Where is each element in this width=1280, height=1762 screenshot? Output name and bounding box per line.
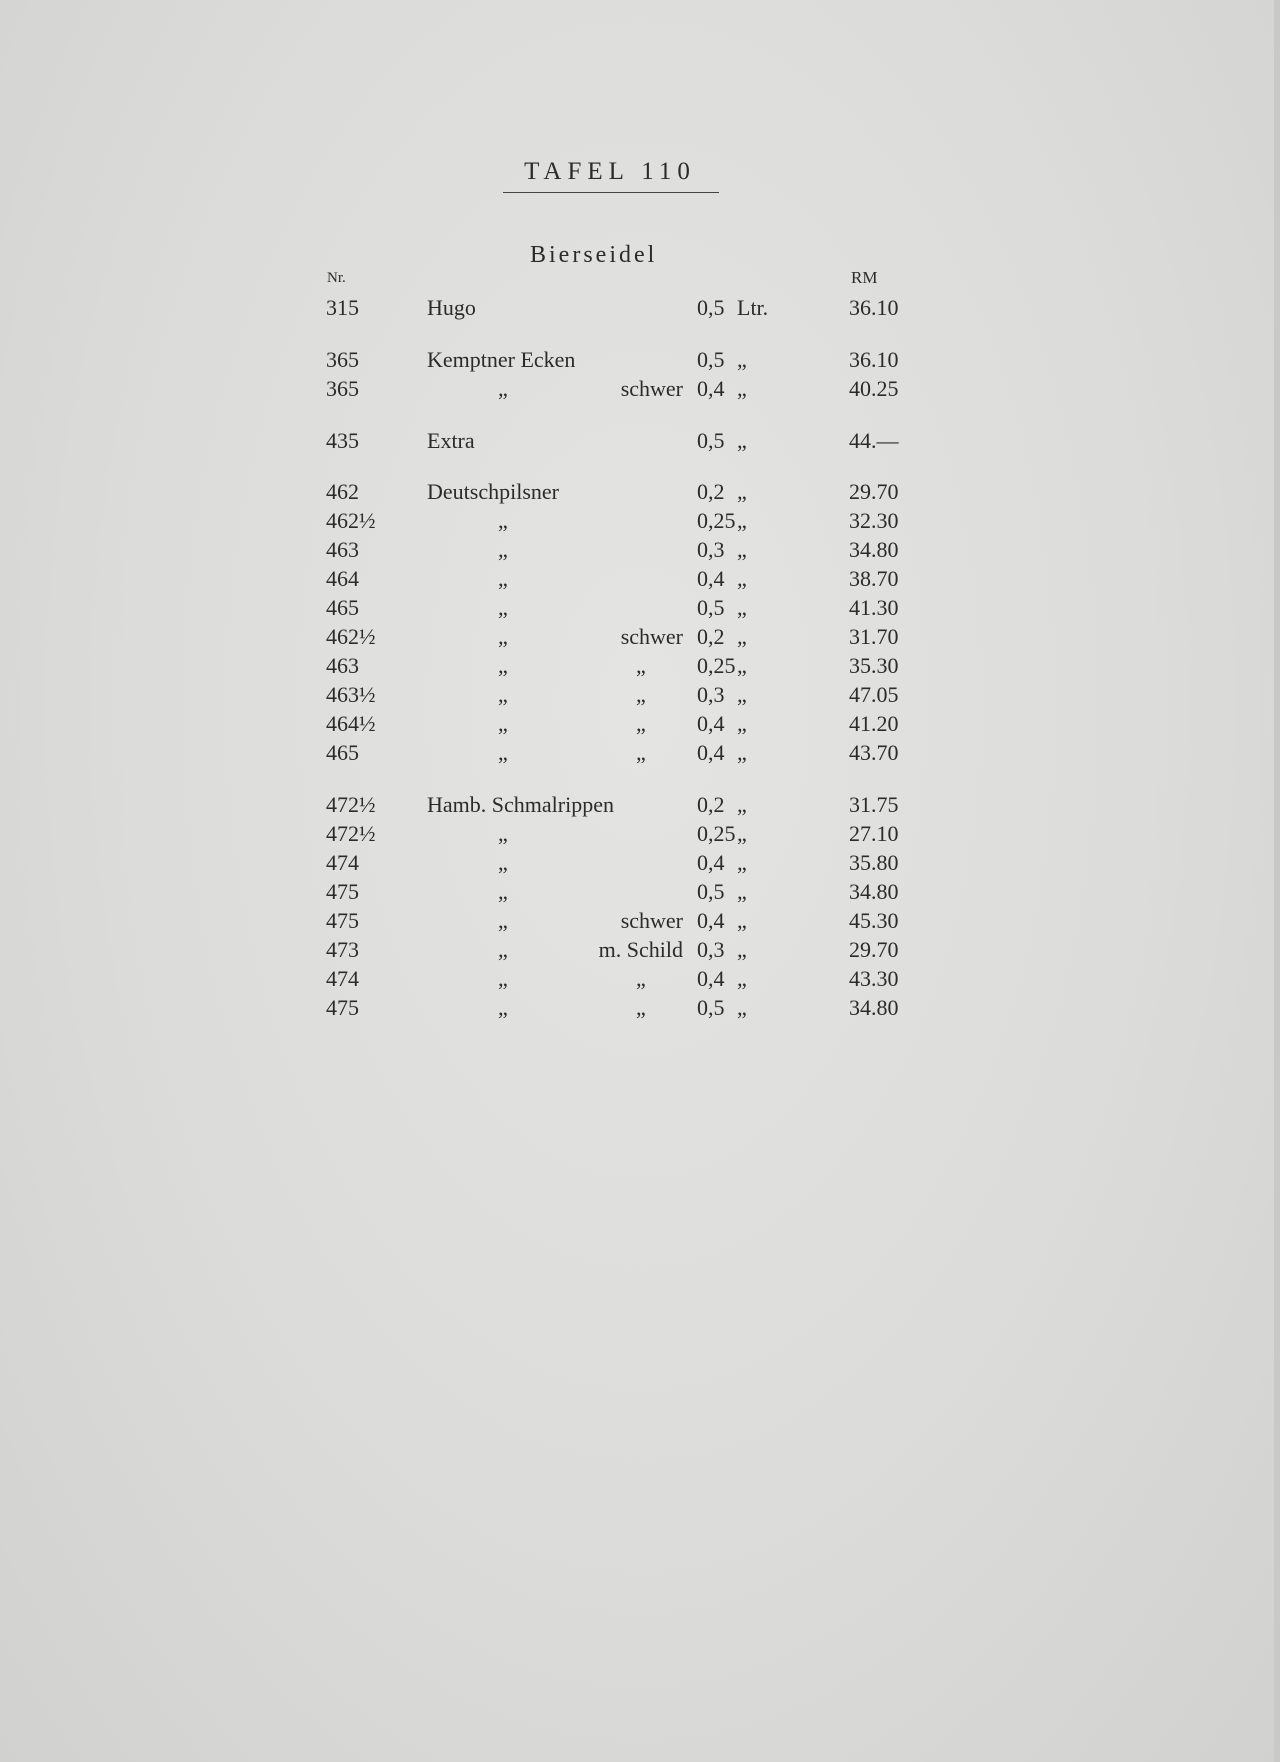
cell-ditto: „ — [498, 653, 508, 678]
cell-nr: 365 — [326, 376, 359, 401]
cell-ditto: „ — [498, 937, 508, 962]
cell-volume: 0,25 — [697, 508, 736, 533]
table-row — [0, 507, 1280, 535]
cell-nr: 464 — [326, 566, 359, 591]
cell-unit: „ — [737, 682, 747, 707]
cell-unit: „ — [737, 740, 747, 765]
cell-name: Deutschpilsner — [427, 479, 559, 504]
cell-ditto: „ — [498, 508, 508, 533]
cell-ditto: „ — [498, 995, 508, 1020]
cell-volume: 0,5 — [697, 995, 725, 1020]
cell-nr: 472½ — [326, 821, 376, 846]
cell-unit: „ — [737, 537, 747, 562]
cell-nr: 463 — [326, 537, 359, 562]
cell-price: 29.70 — [849, 937, 899, 962]
section-heading: Bierseidel — [530, 242, 658, 268]
cell-unit: „ — [737, 624, 747, 649]
cell-price: 45.30 — [849, 908, 899, 933]
cell-volume: 0,4 — [697, 711, 725, 736]
cell-nr: 473 — [326, 937, 359, 962]
cell-ditto: „ — [498, 376, 508, 401]
table-row — [0, 994, 1280, 1022]
cell-volume: 0,5 — [697, 428, 725, 453]
column-header-nr: Nr. — [327, 270, 346, 286]
cell-nr: 462 — [326, 479, 359, 504]
cell-ditto: „ — [498, 740, 508, 765]
table-row — [0, 907, 1280, 935]
cell-price: 27.10 — [849, 821, 899, 846]
cell-volume: 0,4 — [697, 376, 725, 401]
cell-variant: schwer — [620, 624, 683, 649]
cell-ditto: „ — [498, 850, 508, 875]
table-row — [0, 565, 1280, 593]
table-row — [0, 346, 1280, 374]
cell-nr: 475 — [326, 995, 359, 1020]
cell-unit: „ — [737, 995, 747, 1020]
cell-name: Hugo — [427, 295, 476, 320]
cell-unit: „ — [737, 937, 747, 962]
cell-unit: „ — [737, 566, 747, 591]
page-title: TAFEL 110 — [524, 158, 696, 185]
cell-ditto-variant: „ — [636, 966, 646, 991]
cell-unit: „ — [737, 792, 747, 817]
cell-price: 44.— — [849, 428, 899, 453]
table-row — [0, 710, 1280, 738]
cell-volume: 0,4 — [697, 850, 725, 875]
table-row — [0, 427, 1280, 455]
cell-variant: schwer — [620, 376, 683, 401]
cell-price: 36.10 — [849, 347, 899, 372]
cell-ditto: „ — [498, 682, 508, 707]
cell-volume: 0,3 — [697, 937, 725, 962]
cell-volume: 0,5 — [697, 295, 725, 320]
cell-ditto: „ — [498, 908, 508, 933]
table-row — [0, 478, 1280, 506]
cell-price: 41.30 — [849, 595, 899, 620]
cell-ditto: „ — [498, 821, 508, 846]
cell-unit: „ — [737, 966, 747, 991]
table-row — [0, 294, 1280, 322]
cell-ditto-variant: „ — [636, 740, 646, 765]
cell-price: 40.25 — [849, 376, 899, 401]
cell-name: Extra — [427, 428, 475, 453]
cell-ditto: „ — [498, 711, 508, 736]
cell-price: 35.80 — [849, 850, 899, 875]
table-row — [0, 965, 1280, 993]
cell-volume: 0,5 — [697, 879, 725, 904]
cell-nr: 465 — [326, 740, 359, 765]
table-row — [0, 936, 1280, 964]
cell-ditto: „ — [498, 624, 508, 649]
cell-variant: m. Schild — [598, 937, 683, 962]
cell-nr: 462½ — [326, 508, 376, 533]
cell-price: 32.30 — [849, 508, 899, 533]
cell-ditto-variant: „ — [636, 995, 646, 1020]
cell-volume: 0,2 — [697, 479, 725, 504]
cell-ditto: „ — [498, 879, 508, 904]
cell-volume: 0,25 — [697, 653, 736, 678]
cell-unit: „ — [737, 908, 747, 933]
cell-unit: „ — [737, 595, 747, 620]
cell-volume: 0,4 — [697, 966, 725, 991]
cell-unit: „ — [737, 347, 747, 372]
cell-price: 34.80 — [849, 879, 899, 904]
cell-ditto-variant: „ — [636, 711, 646, 736]
table-row — [0, 878, 1280, 906]
cell-volume: 0,2 — [697, 792, 725, 817]
cell-variant: schwer — [620, 908, 683, 933]
cell-volume: 0,4 — [697, 740, 725, 765]
cell-nr: 365 — [326, 347, 359, 372]
cell-nr: 464½ — [326, 711, 376, 736]
table-row — [0, 739, 1280, 767]
cell-ditto: „ — [498, 966, 508, 991]
cell-volume: 0,3 — [697, 682, 725, 707]
cell-nr: 475 — [326, 879, 359, 904]
cell-nr: 474 — [326, 966, 359, 991]
table-row — [0, 375, 1280, 403]
cell-nr: 315 — [326, 295, 359, 320]
cell-nr: 462½ — [326, 624, 376, 649]
cell-price: 29.70 — [849, 479, 899, 504]
cell-nr: 475 — [326, 908, 359, 933]
cell-unit: „ — [737, 821, 747, 846]
cell-price: 43.30 — [849, 966, 899, 991]
cell-nr: 463½ — [326, 682, 376, 707]
cell-ditto: „ — [498, 595, 508, 620]
cell-volume: 0,2 — [697, 624, 725, 649]
cell-unit: „ — [737, 508, 747, 533]
cell-nr: 474 — [326, 850, 359, 875]
cell-unit: „ — [737, 879, 747, 904]
cell-volume: 0,5 — [697, 595, 725, 620]
title-underline — [503, 192, 719, 193]
cell-price: 47.05 — [849, 682, 899, 707]
cell-unit: „ — [737, 479, 747, 504]
cell-name: Kemptner Ecken — [427, 347, 576, 372]
table-row — [0, 623, 1280, 651]
cell-ditto-variant: „ — [636, 682, 646, 707]
cell-nr: 463 — [326, 653, 359, 678]
table-row — [0, 681, 1280, 709]
column-header-price: RM — [851, 268, 878, 287]
cell-volume: 0,25 — [697, 821, 736, 846]
cell-price: 35.30 — [849, 653, 899, 678]
cell-ditto: „ — [498, 537, 508, 562]
cell-price: 36.10 — [849, 295, 899, 320]
cell-unit: „ — [737, 850, 747, 875]
cell-nr: 435 — [326, 428, 359, 453]
cell-price: 31.70 — [849, 624, 899, 649]
table-row — [0, 791, 1280, 819]
cell-unit: Ltr. — [737, 295, 769, 320]
cell-price: 43.70 — [849, 740, 899, 765]
cell-price: 34.80 — [849, 537, 899, 562]
cell-ditto: „ — [498, 566, 508, 591]
cell-price: 38.70 — [849, 566, 899, 591]
cell-nr: 465 — [326, 595, 359, 620]
table-row — [0, 594, 1280, 622]
cell-volume: 0,4 — [697, 566, 725, 591]
cell-volume: 0,4 — [697, 908, 725, 933]
cell-unit: „ — [737, 428, 747, 453]
cell-unit: „ — [737, 376, 747, 401]
cell-name: Hamb. Schmalrippen — [427, 792, 614, 817]
cell-price: 41.20 — [849, 711, 899, 736]
table-row — [0, 536, 1280, 564]
cell-volume: 0,3 — [697, 537, 725, 562]
cell-nr: 472½ — [326, 792, 376, 817]
table-row — [0, 849, 1280, 877]
table-row — [0, 652, 1280, 680]
cell-volume: 0,5 — [697, 347, 725, 372]
cell-price: 34.80 — [849, 995, 899, 1020]
cell-unit: „ — [737, 653, 747, 678]
cell-price: 31.75 — [849, 792, 899, 817]
cell-unit: „ — [737, 711, 747, 736]
cell-ditto-variant: „ — [636, 653, 646, 678]
table-row — [0, 820, 1280, 848]
